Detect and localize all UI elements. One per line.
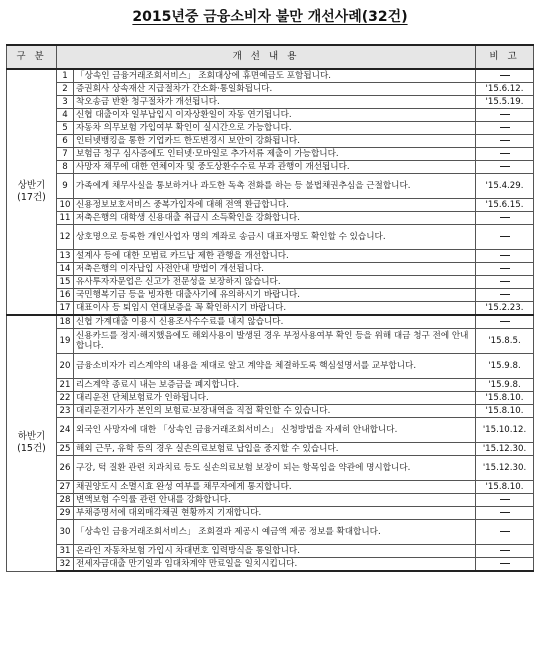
table-row <box>7 392 534 405</box>
group-second-half <box>7 315 57 571</box>
row-note <box>476 122 534 135</box>
table-row <box>7 69 534 83</box>
row-content: 설계사 등에 대한 모범료 카드납 제한 관행을 개선합니다. <box>74 250 476 263</box>
table-row <box>7 329 534 354</box>
table-row <box>7 83 534 96</box>
row-note <box>476 250 534 263</box>
empty-note-dash <box>500 166 510 167</box>
empty-note-dash <box>500 281 510 282</box>
row-number: 10 <box>57 199 74 212</box>
empty-note-dash <box>500 217 510 218</box>
row-note: '15.6.15. <box>476 199 534 212</box>
row-note <box>476 69 534 83</box>
table-row <box>7 199 534 212</box>
row-note: '15.6.12. <box>476 83 534 96</box>
row-note: '15.2.23. <box>476 302 534 316</box>
row-content: 해외 근무, 유학 등의 경우 실손의료보험료 납입을 중지할 수 있습니다. <box>74 443 476 456</box>
table-row <box>7 212 534 225</box>
row-number: 18 <box>57 315 74 329</box>
row-number: 4 <box>57 109 74 122</box>
empty-note-dash <box>500 499 510 500</box>
empty-note-dash <box>500 255 510 256</box>
row-note <box>476 263 534 276</box>
row-number: 8 <box>57 161 74 174</box>
row-content: 대리운전 단체보험료가 인하됩니다. <box>74 392 476 405</box>
table-row <box>7 289 534 302</box>
row-content: 구강, 턱 질환 관련 치과치료 등도 실손의료보험 보장이 되는 항목임을 약관에 명시합니다. <box>74 456 476 481</box>
row-content: 대리운전기사가 본인의 보험료·보장내역을 직접 확인할 수 있습니다. <box>74 405 476 418</box>
group-label: 하반기 <box>17 431 46 443</box>
row-note <box>476 520 534 545</box>
row-note <box>476 507 534 520</box>
row-note <box>476 315 534 329</box>
table-row <box>7 520 534 545</box>
row-content: 금융소비자가 리스계약의 내용을 제대로 알고 계약을 체결하도록 핵심설명서를 교부합니다. <box>74 354 476 379</box>
table-row <box>7 96 534 109</box>
row-note: '15.8.10. <box>476 405 534 418</box>
table-row <box>7 315 534 329</box>
row-note: '15.4.29. <box>476 174 534 199</box>
row-number: 26 <box>57 456 74 481</box>
improvement-table <box>6 44 534 572</box>
header-content: 개 선 내 용 <box>57 45 476 69</box>
row-note <box>476 135 534 148</box>
table-row <box>7 418 534 443</box>
empty-note-dash <box>500 294 510 295</box>
row-content: 신용정보보호서비스 중복가입자에 대해 전액 환급합니다. <box>74 199 476 212</box>
table-row <box>7 494 534 507</box>
row-note: '15.12.30. <box>476 456 534 481</box>
row-note <box>476 558 534 572</box>
row-content: 신협 대출이자 일부납입시 이자상환일이 자동 연기됩니다. <box>74 109 476 122</box>
row-number: 2 <box>57 83 74 96</box>
table-row <box>7 225 534 250</box>
row-note <box>476 161 534 174</box>
row-content: 자동차 의무보험 가입여부 확인이 실시간으로 가능합니다. <box>74 122 476 135</box>
table-row <box>7 263 534 276</box>
row-number: 29 <box>57 507 74 520</box>
row-content: 저축은행의 이자납입 사전안내 방법이 개선됩니다. <box>74 263 476 276</box>
row-number: 25 <box>57 443 74 456</box>
row-note: '15.8.10. <box>476 481 534 494</box>
row-note: '15.12.30. <box>476 443 534 456</box>
header-note: 비 고 <box>476 45 534 69</box>
row-number: 24 <box>57 418 74 443</box>
table-row <box>7 161 534 174</box>
empty-note-dash <box>500 512 510 513</box>
empty-note-dash <box>500 321 510 322</box>
row-content: 국민행복기금 등을 빙자한 대출사기에 유의하시기 바랍니다. <box>74 289 476 302</box>
empty-note-dash <box>500 153 510 154</box>
row-content: 리스계약 종료시 내는 보증금을 폐지합니다. <box>74 379 476 392</box>
row-note: '15.8.5. <box>476 329 534 354</box>
row-number: 12 <box>57 225 74 250</box>
row-number: 13 <box>57 250 74 263</box>
row-number: 27 <box>57 481 74 494</box>
row-number: 3 <box>57 96 74 109</box>
table-row <box>7 456 534 481</box>
row-content: 유사투자자문업은 신고가 전문성을 보장하지 않습니다. <box>74 276 476 289</box>
row-number: 21 <box>57 379 74 392</box>
row-number: 28 <box>57 494 74 507</box>
row-note <box>476 225 534 250</box>
row-content: 상호명으로 등록한 개인사업자 명의 계좌로 송금시 대표자명도 확인할 수 있습니다. <box>74 225 476 250</box>
row-note: '15.5.19. <box>476 96 534 109</box>
table-row <box>7 135 534 148</box>
row-number: 32 <box>57 558 74 572</box>
table-row <box>7 109 534 122</box>
row-content: 증권회사 상속재산 지급절차가 간소화·통일화됩니다. <box>74 83 476 96</box>
table-row <box>7 354 534 379</box>
empty-note-dash <box>500 236 510 237</box>
row-content: 신협 가계대출 이용시 신용조사수수료를 내지 않습니다. <box>74 315 476 329</box>
group-label: 상반기 <box>17 180 46 191</box>
group-count: (17건) <box>17 192 46 203</box>
empty-note-dash <box>500 268 510 269</box>
row-note: '15.8.10. <box>476 392 534 405</box>
row-content: 전세자금대출 만기일과 임대차계약 만료일을 일치시킵니다. <box>74 558 476 572</box>
row-content: 신용카드를 정지·해지했음에도 해외사용이 발생된 경우 부정사용여부 확인 등을 위해 대금 청구 전에 안내합니다. <box>74 329 476 354</box>
table-row <box>7 545 534 558</box>
row-note: '15.10.12. <box>476 418 534 443</box>
row-note <box>476 109 534 122</box>
row-content: 외국인 사망자에 대한 「상속인 금융거래조회서비스」 신청방법을 자세히 안내합니다. <box>74 418 476 443</box>
table-row <box>7 276 534 289</box>
row-note <box>476 212 534 225</box>
row-number: 16 <box>57 289 74 302</box>
row-number: 31 <box>57 545 74 558</box>
row-number: 6 <box>57 135 74 148</box>
empty-note-dash <box>500 127 510 128</box>
row-note <box>476 545 534 558</box>
row-number: 1 <box>57 69 74 83</box>
table-row <box>7 443 534 456</box>
row-number: 5 <box>57 122 74 135</box>
row-note <box>476 276 534 289</box>
table-header-row <box>7 45 534 69</box>
row-number: 30 <box>57 520 74 545</box>
row-content: 사망자 채무에 대한 연체이자 및 중도상환수수료 부과 관행이 개선됩니다. <box>74 161 476 174</box>
row-content: 채권양도시 소멸시효 완성 여부를 채무자에게 통지합니다. <box>74 481 476 494</box>
row-content: 부채증명서에 대외매각채권 현황까지 기재합니다. <box>74 507 476 520</box>
empty-note-dash <box>500 531 510 532</box>
document-title: 2015년중 금융소비자 불만 개선사례(32건) <box>132 9 408 25</box>
row-note <box>476 289 534 302</box>
row-note: '15.9.8. <box>476 379 534 392</box>
row-number: 23 <box>57 405 74 418</box>
row-note <box>476 148 534 161</box>
empty-note-dash <box>500 550 510 551</box>
table-row <box>7 558 534 572</box>
row-number: 17 <box>57 302 74 316</box>
row-content: 가족에게 채무사실을 통보하거나 과도한 독촉 전화를 하는 등 불법채권추심을 근절합니다. <box>74 174 476 199</box>
table-row <box>7 405 534 418</box>
row-number: 14 <box>57 263 74 276</box>
empty-note-dash <box>500 75 510 76</box>
row-number: 7 <box>57 148 74 161</box>
row-content: 「상속인 금융거래조회서비스」 조회대상에 휴면예금도 포함됩니다. <box>74 69 476 83</box>
table-row <box>7 250 534 263</box>
row-note: '15.9.8. <box>476 354 534 379</box>
row-note <box>476 494 534 507</box>
row-content: 저축은행의 대학생 신용대출 취급시 소득확인을 강화합니다. <box>74 212 476 225</box>
row-content: 온라인 자동차보험 가입시 차대번호 입력방식을 통일합니다. <box>74 545 476 558</box>
row-number: 20 <box>57 354 74 379</box>
table-row <box>7 302 534 316</box>
table-row <box>7 122 534 135</box>
row-content: 인터넷뱅킹을 통한 기업카드 한도변경시 보안이 강화됩니다. <box>74 135 476 148</box>
row-number: 11 <box>57 212 74 225</box>
table-row <box>7 148 534 161</box>
table-row <box>7 379 534 392</box>
table-row <box>7 174 534 199</box>
row-content: 보험금 청구 심사증에도 인터넷·모바일로 추가서류 제출이 가능합니다. <box>74 148 476 161</box>
group-first-half <box>7 69 57 315</box>
group-count: (15건) <box>17 443 46 455</box>
header-category: 구 분 <box>7 45 57 69</box>
row-number: 15 <box>57 276 74 289</box>
row-content: 착오송금 반환 청구절차가 개선됩니다. <box>74 96 476 109</box>
empty-note-dash <box>500 114 510 115</box>
table-row <box>7 507 534 520</box>
row-content: 「상속인 금융거래조회서비스」 조회결과 제공시 예금액 제공 정보를 확대합니다. <box>74 520 476 545</box>
empty-note-dash <box>500 563 510 564</box>
row-number: 19 <box>57 329 74 354</box>
row-number: 9 <box>57 174 74 199</box>
row-content: 대표이사 등 퇴임시 연대보증을 꼭 확인하시기 바랍니다. <box>74 302 476 316</box>
empty-note-dash <box>500 140 510 141</box>
table-row <box>7 481 534 494</box>
row-number: 22 <box>57 392 74 405</box>
row-content: 변액보험 수익률 관련 안내를 강화합니다. <box>74 494 476 507</box>
